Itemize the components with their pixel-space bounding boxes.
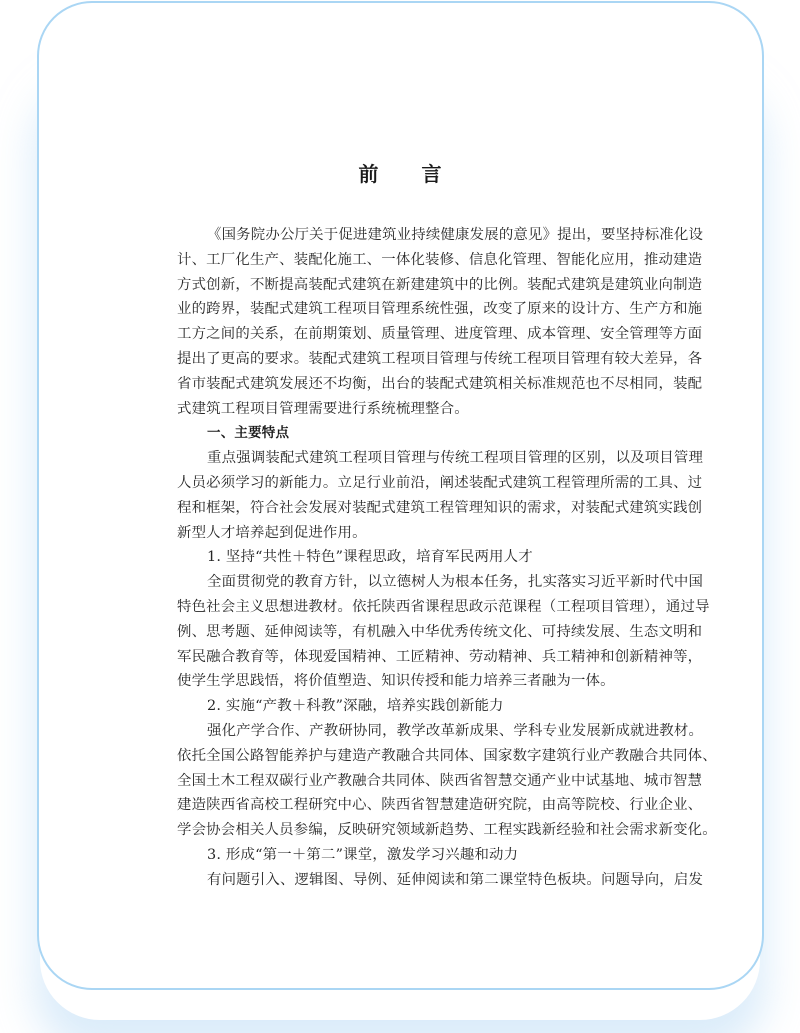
item-paragraph-3 (177, 868, 704, 893)
text-line: 重点强调装配式建筑工程项目管理与传统工程项目管理的区别，以及项目管理 (207, 450, 704, 467)
text-line: 全国土木工程双碳行业产教融合共同体、陕西省智慧交通产业中试基地、城市智慧 (177, 772, 703, 789)
text-line: 军民融合教育等，体现爱国精神、工匠精神、劳动精神、兵工精神和创新精神等， (177, 648, 703, 665)
text-line: 新型人才培养起到促进作用。 (177, 524, 367, 541)
text-line: 省市装配式建筑发展还不均衡，出台的装配式建筑相关标准规范也不尽相同，装配 (177, 375, 703, 392)
item-heading-3: 3. 形成“第一＋第二”课堂，激发学习兴趣和动力 (207, 846, 519, 863)
text-line: 强化产学合作、产教研协同，教学改革新成果、学科专业发展新成就进教材。 (207, 722, 704, 739)
page-title (0, 158, 800, 187)
text-line: 有问题引入、逻辑图、导例、延伸阅读和第二课堂特色板块。问题导向，启发 (207, 871, 704, 888)
text-line: 式建筑工程项目管理需要进行系统梳理整合。 (177, 400, 469, 417)
intro-paragraph (177, 223, 704, 421)
text-line: 学会协会相关人员参编，反映研究领域新趋势、工程实践新经验和社会需求新变化。 (177, 822, 717, 839)
text-line: 人员必须学习的新能力。立足行业前沿，阐述装配式建筑工程管理所需的工具、过 (177, 474, 703, 491)
item-paragraph-1 (177, 570, 710, 694)
item-heading-1: 1. 坚持“共性＋特色”课程思政，培育军民两用人才 (207, 549, 533, 566)
text-line: 依托全国公路智能养护与建造产教融合共同体、国家数字建筑行业产教融合共同体、 (177, 747, 717, 764)
text-line: 业的跨界，装配式建筑工程项目管理系统性强，改变了原来的设计方、生产方和施 (177, 301, 703, 318)
text-line: 提出了更高的要求。装配式建筑工程项目管理与传统工程项目管理有较大差异，各 (177, 350, 703, 367)
text-line: 使学生学思践悟，将价值塑造、知识传授和能力培养三者融为一体。 (177, 673, 615, 690)
document-body (177, 223, 717, 893)
text-line: 例、思考题、延伸阅读等，有机融入中华优秀传统文化、可持续发展、生态文明和 (177, 623, 703, 640)
title-char-2: 言 (421, 162, 442, 186)
section-heading: 一、主要特点 (207, 425, 290, 442)
text-line: 全面贯彻党的教育方针，以立德树人为根本任务，扎实落实习近平新时代中国 (207, 574, 704, 591)
text-line: 工方之间的关系，在前期策划、质量管理、进度管理、成本管理、安全管理等方面 (177, 326, 703, 343)
title-char-1: 前 (358, 162, 379, 186)
section-paragraph (177, 446, 704, 545)
text-line: 方式创新，不断提高装配式建筑在新建建筑中的比例。装配式建筑是建筑业向制造 (177, 276, 703, 293)
text-line: 《国务院办公厅关于促进建筑业持续健康发展的意见》提出，要坚持标准化设 (207, 227, 704, 243)
item-heading-2: 2. 实施“产教＋科教”深融，培养实践创新能力 (207, 698, 504, 715)
text-line: 建造陕西省高校工程研究中心、陕西省智慧建造研究院，由高等院校、行业企业、 (177, 797, 703, 814)
text-line: 特色社会主义思想进教材。依托陕西省课程思政示范课程（工程项目管理），通过导 (177, 598, 710, 615)
text-line: 程和框架，符合社会发展对装配式建筑工程管理知识的需求，对装配式建筑实践创 (177, 499, 703, 516)
text-line: 计、工厂化生产、装配化施工、一体化装修、信息化管理、智能化应用，推动建造 (177, 251, 703, 268)
item-paragraph-2 (177, 719, 717, 843)
